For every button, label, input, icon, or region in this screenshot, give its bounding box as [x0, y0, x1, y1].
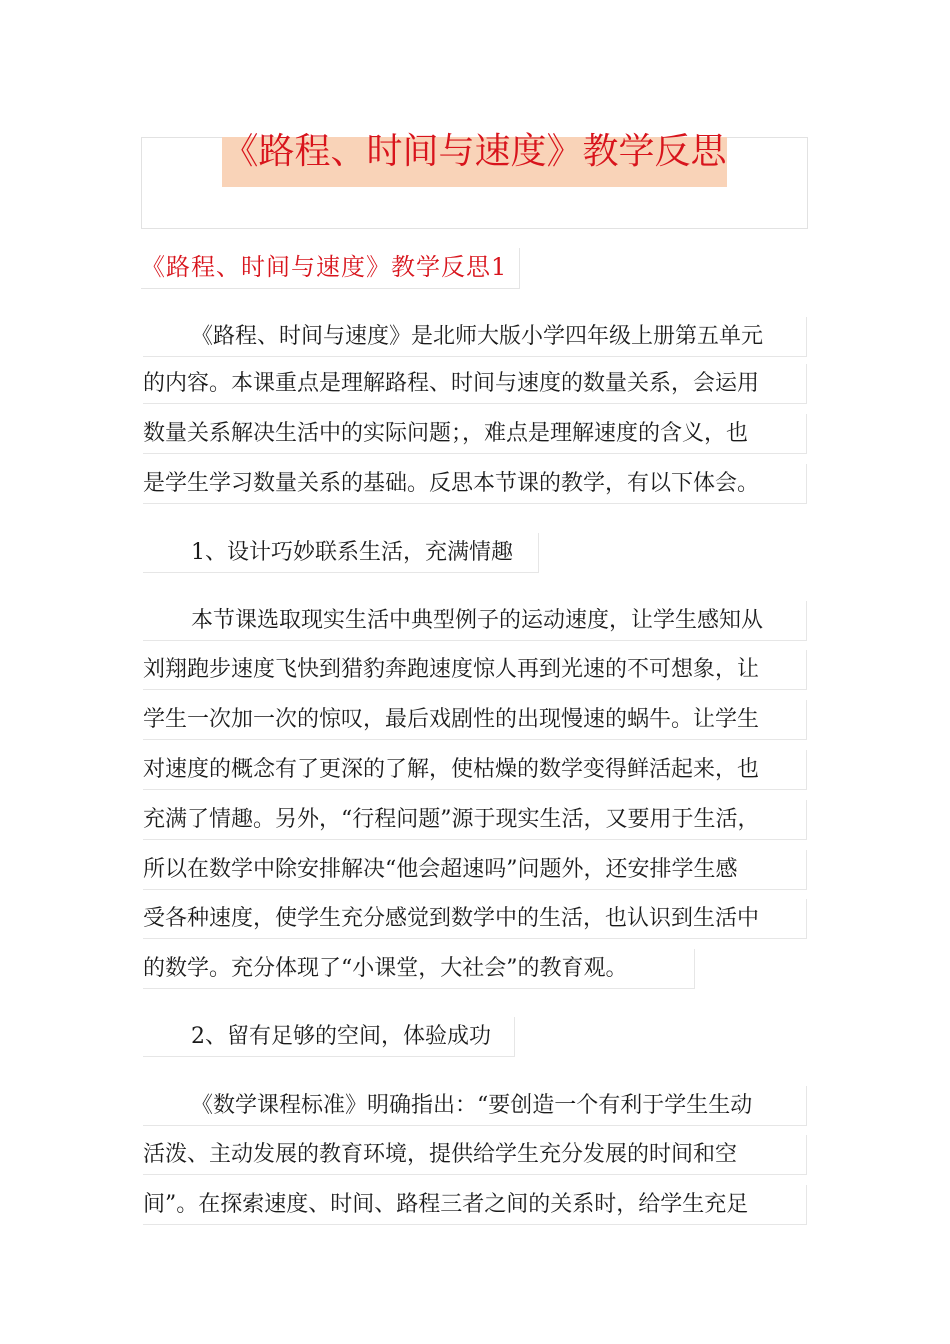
text-line: 对速度的概念有了更深的了解，使枯燥的数学变得鲜活起来，也 — [143, 750, 807, 790]
point-heading: 1、设计巧妙联系生活，充满情趣 — [143, 533, 539, 573]
text-line: 活泼、主动发展的教育环境，提供给学生充分发展的时间和空 — [143, 1135, 807, 1175]
text-line: 是学生学习数量关系的基础。反思本节课的教学，有以下体会。 — [143, 464, 807, 504]
text-line: 充满了情趣。另外，“行程问题”源于现实生活，又要用于生活， — [143, 800, 807, 840]
text-line: 《路程、时间与速度》是北师大版小学四年级上册第五单元 — [143, 317, 807, 357]
text-line: 《数学课程标准》明确指出：“要创造一个有利于学生生动 — [143, 1086, 807, 1126]
text-line: 间”。在探索速度、时间、路程三者之间的关系时，给学生充足 — [143, 1185, 807, 1225]
text-line: 的数学。充分体现了“小课堂，大社会”的教育观。 — [143, 949, 695, 989]
text-line: 受各种速度，使学生充分感觉到数学中的生活，也认识到生活中 — [143, 899, 807, 939]
text-line: 数量关系解决生活中的实际问题；，难点是理解速度的含义，也 — [143, 414, 807, 454]
section-heading: 《路程、时间与速度》教学反思1 — [141, 248, 520, 289]
document-title: 《路程、时间与速度》教学反思 — [222, 131, 727, 172]
text-line: 本节课选取现实生活中典型例子的运动速度，让学生感知从 — [143, 601, 807, 641]
point-heading: 2、留有足够的空间，体验成功 — [143, 1017, 515, 1057]
text-line: 学生一次加一次的惊叹，最后戏剧性的出现慢速的蜗牛。让学生 — [143, 700, 807, 740]
text-line: 刘翔跑步速度飞快到猎豹奔跑速度惊人再到光速的不可想象，让 — [143, 650, 807, 690]
text-line: 所以在数学中除安排解决“他会超速吗”问题外，还安排学生感 — [143, 850, 807, 890]
text-line: 的内容。本课重点是理解路程、时间与速度的数量关系，会运用 — [143, 364, 807, 404]
